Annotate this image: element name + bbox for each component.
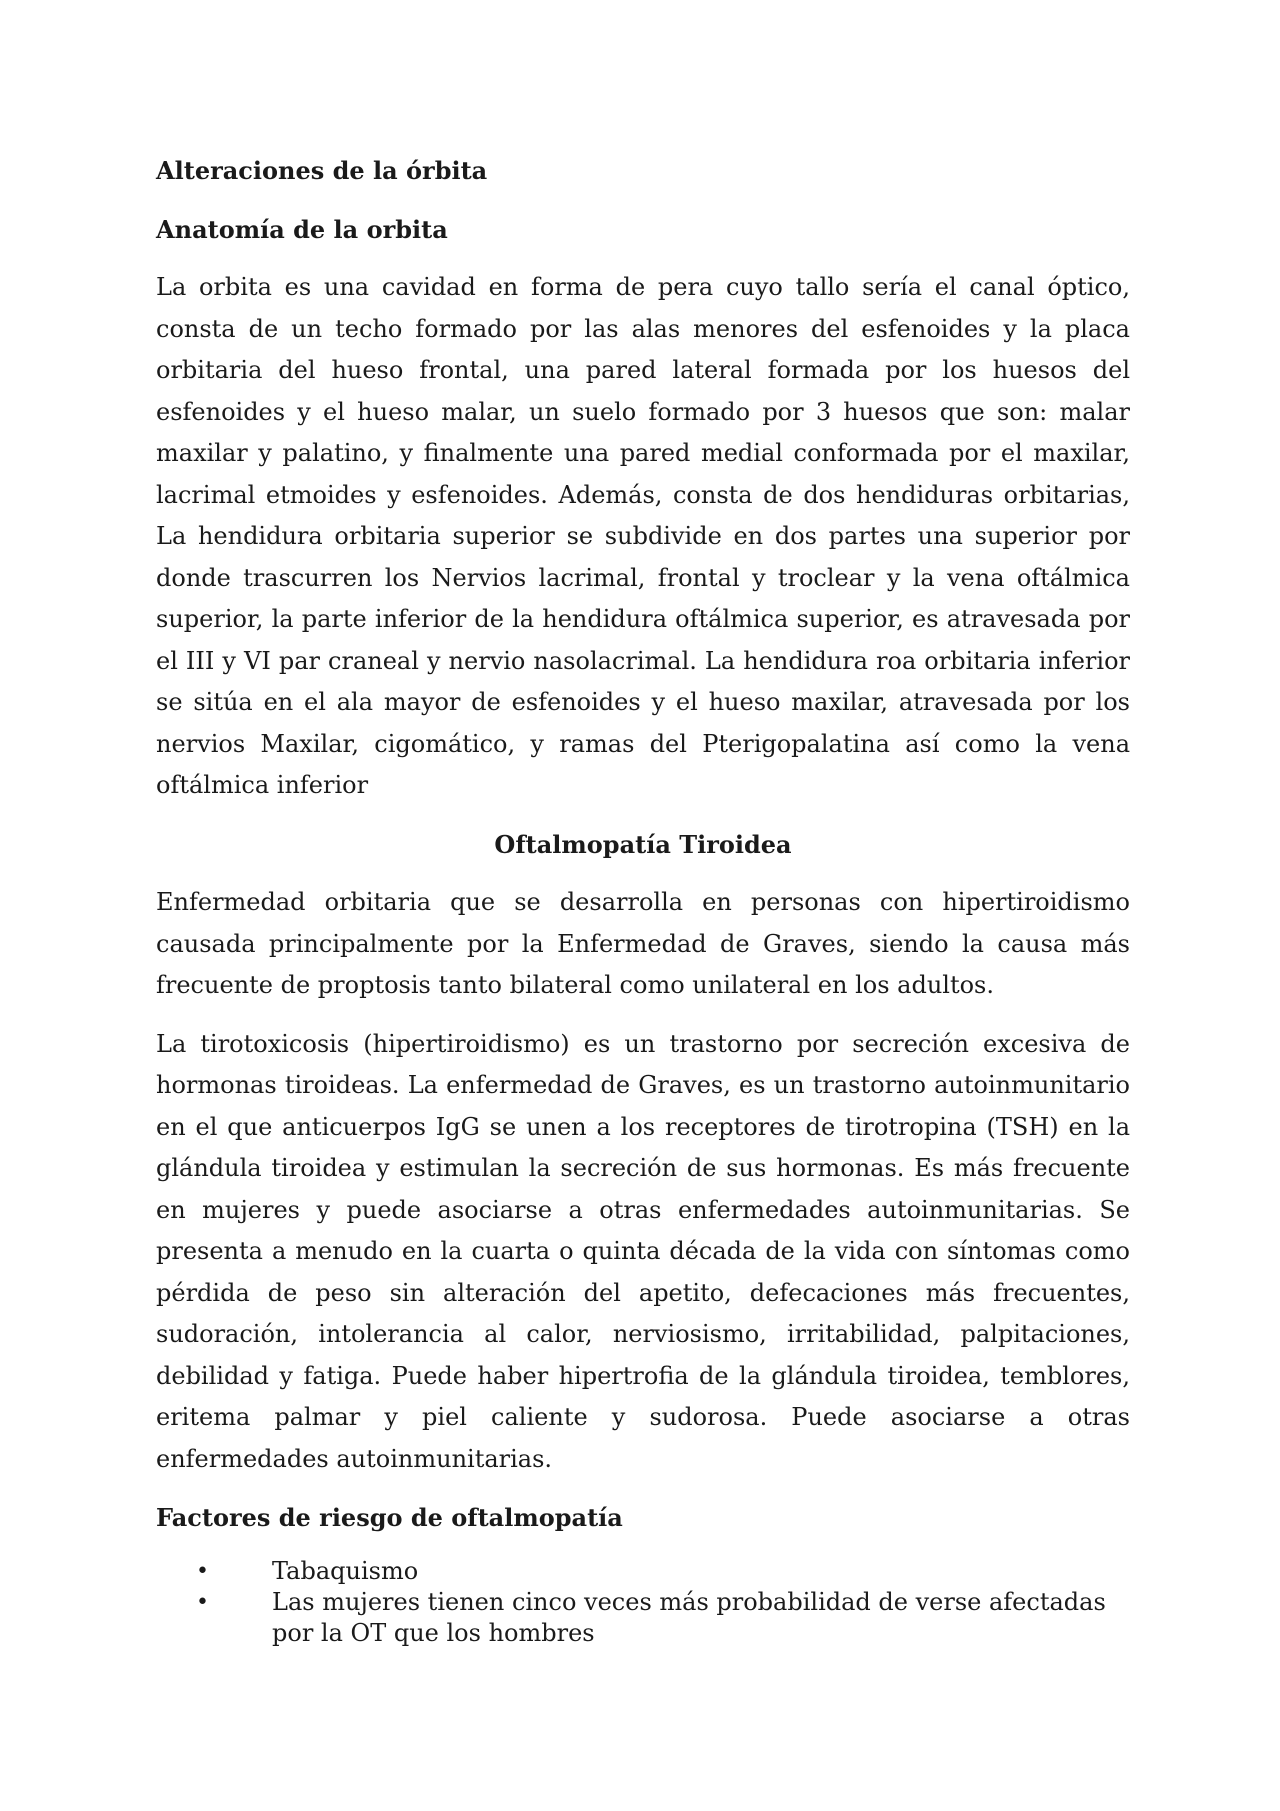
list-item-text: Tabaquismo [272,1556,419,1585]
bullet-icon: • [196,1558,209,1584]
list-item-text: Las mujeres tienen cinco veces más probabilidad de verse afectadas por la OT que los hombres [272,1587,1106,1647]
document-page [156,150,1130,1649]
list-item [156,1587,1130,1649]
paragraph-anatomia: La orbita es una cavidad en forma de pera cuyo tallo sería el canal óptico, consta de un techo formado por las alas menores del esfenoides y la placa orbitaria del hueso frontal, una pared lateral formada por los huesos del esfenoides y el hueso malar, un suelo formado por 3 huesos que son: malar maxilar y palatino, y finalmente una pared medial conformada por el maxilar, lacrimal etmoides y esfenoides. Además, consta de dos hendiduras orbitarias, La hendidura orbitaria superior se subdivide en dos partes una superior por donde trascurren los Nervios lacrimal, frontal y troclear y la vena oftálmica superior, la parte inferior de la hendidura oftálmica superior, es atravesada por el III y VI par craneal y nervio nasolacrimal. La hendidura roa orbitaria inferior se sitúa en el ala mayor de esfenoides y el hueso maxilar, atravesada por los nervios Maxilar, cigomático, y ramas del Pterigopalatina así como la vena oftálmica inferior [156,273,1130,799]
section-heading-factores-riesgo: Factores de riesgo de oftalmopatía [156,1503,623,1532]
section-heading-anatomia: Anatomía de la orbita [156,214,448,244]
risk-factors-list [156,1556,1130,1649]
section-heading-oftalmopatia: Oftalmopatía Tiroidea [494,829,792,859]
document-title: Alteraciones de la órbita [156,156,488,185]
bullet-icon: • [196,1589,209,1615]
paragraph-oftalmopatia-definicion: Enfermedad orbitaria que se desarrolla en personas con hipertiroidismo causada principalmente por la Enfermedad de Graves, siendo la causa más frecuente de proptosis tanto bilateral como unilateral en los adultos. [156,888,1130,999]
paragraph-tirotoxicosis: La tirotoxicosis (hipertiroidismo) es un trastorno por secreción excesiva de hormonas tiroideas. La enfermedad de Graves, es un trastorno autoinmunitario en el que anticuerpos IgG se unen a los receptores de tirotropina (TSH) en la glándula tiroidea y estimulan la secreción de sus hormonas. Es más frecuente en mujeres y puede asociarse a otras enfermedades autoinmunitarias. Se presenta a menudo en la cuarta o quinta década de la vida con síntomas como pérdida de peso sin alteración del apetito, defecaciones más frecuentes, sudoración, intolerancia al calor, nerviosismo, irritabilidad, palpitaciones, debilidad y fatiga. Puede haber hipertrofia de la glándula tiroidea, temblores, eritema palmar y piel caliente y sudorosa. Puede asociarse a otras enfermedades autoinmunitarias. [156,1029,1130,1473]
list-item [156,1556,1130,1587]
